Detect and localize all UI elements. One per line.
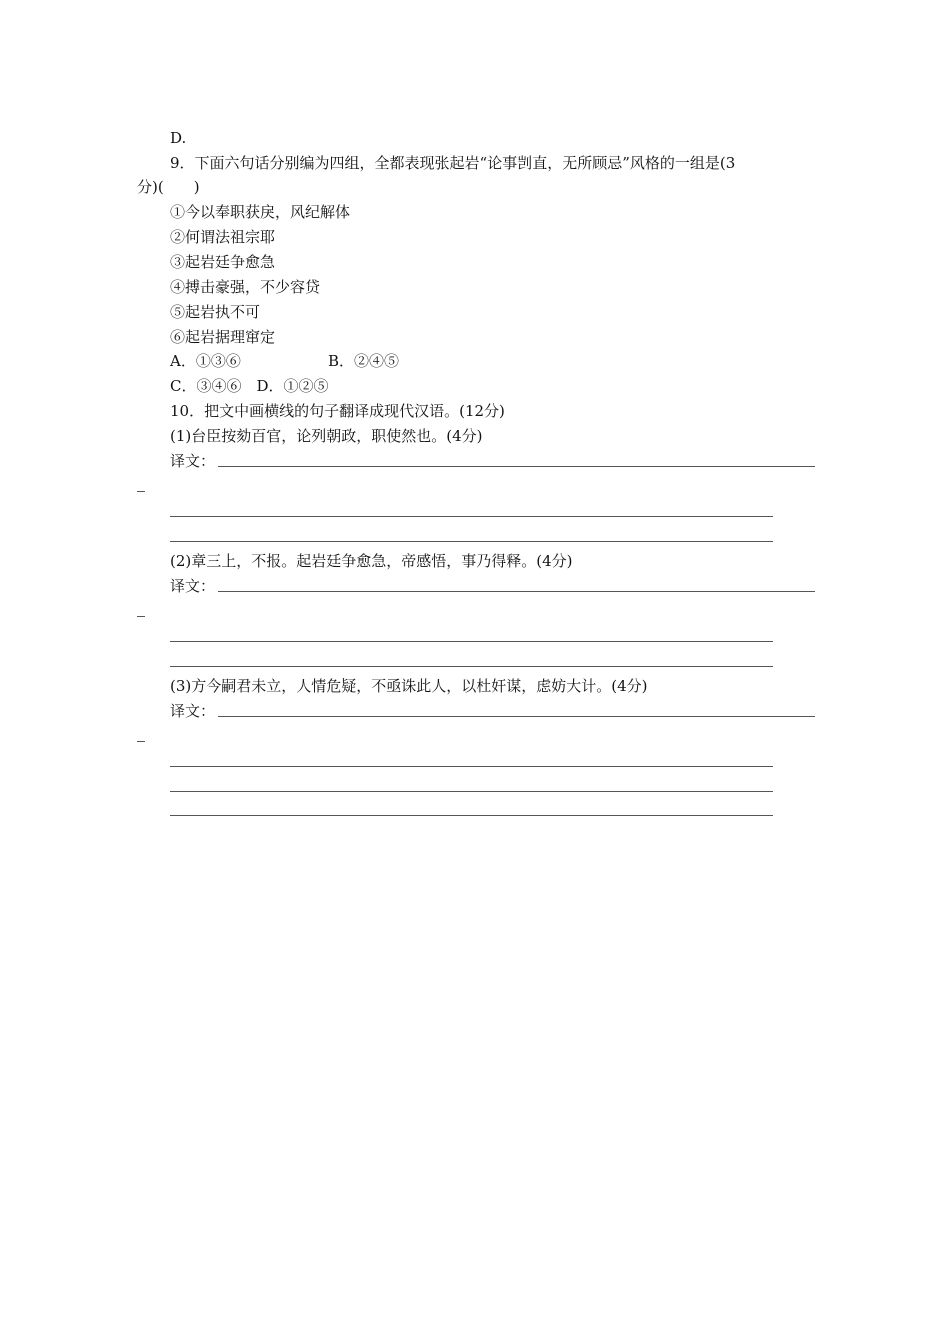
q10-sub3-answer-label: 译文：	[170, 702, 216, 720]
q10-sub3-answer-line3[interactable]	[170, 791, 773, 792]
q10-sub2-line-stub	[137, 616, 145, 617]
q10-sub3-answer-line1[interactable]	[218, 716, 815, 717]
q9-item-4: ④搏击豪强，不少容贷	[170, 278, 321, 296]
q10-sub2-answer-line3[interactable]	[170, 666, 773, 667]
q10-sub2-answer-line1[interactable]	[218, 591, 815, 592]
q10-sub1-answer-line3[interactable]	[170, 541, 773, 542]
q10-sub2-answer-line2[interactable]	[170, 641, 773, 642]
q10-sub1-answer-label: 译文：	[170, 452, 216, 470]
q10-sub1-answer-line2[interactable]	[170, 516, 773, 517]
q9-option-c-d: C．③④⑥ D．①②⑤	[170, 377, 329, 395]
q8-option-d: D.	[170, 129, 187, 147]
q10-sub3-text: (3)方今嗣君未立，人情危疑，不亟诛此人，以杜奸谋，虑妨大计。(4分)	[170, 677, 648, 695]
q9-stem-line1: 9．下面六句话分别编为四组，全都表现张起岩“论事剀直，无所顾忌”风格的一组是(3	[170, 154, 736, 172]
q9-option-b: B．②④⑤	[328, 352, 400, 370]
q9-item-6: ⑥起岩据理窜定	[170, 328, 276, 346]
q10-sub3-answer-line2[interactable]	[170, 766, 773, 767]
q10-stem: 10．把文中画横线的句子翻译成现代汉语。(12分)	[170, 402, 505, 420]
q9-item-2: ②何谓法祖宗耶	[170, 228, 276, 246]
q9-item-1: ①今以奉职获戾，风纪解体	[170, 203, 351, 221]
q10-sub2-answer-label: 译文：	[170, 577, 216, 595]
q10-sub2-text: (2)章三上，不报。起岩廷争愈急，帝感悟，事乃得释。(4分)	[170, 552, 573, 570]
q10-sub1-line-stub	[137, 491, 145, 492]
q10-sub3-answer-line4[interactable]	[170, 815, 773, 816]
q9-stem-line2: 分)( )	[137, 178, 200, 196]
q10-sub3-line-stub	[137, 741, 145, 742]
q9-option-a: A．①③⑥	[170, 352, 241, 370]
q9-item-3: ③起岩廷争愈急	[170, 253, 276, 271]
q10-sub1-text: (1)台臣按劾百官，论列朝政，职使然也。(4分)	[170, 427, 483, 445]
q9-item-5: ⑤起岩执不可	[170, 303, 261, 321]
q10-sub1-answer-line1[interactable]	[218, 466, 815, 467]
